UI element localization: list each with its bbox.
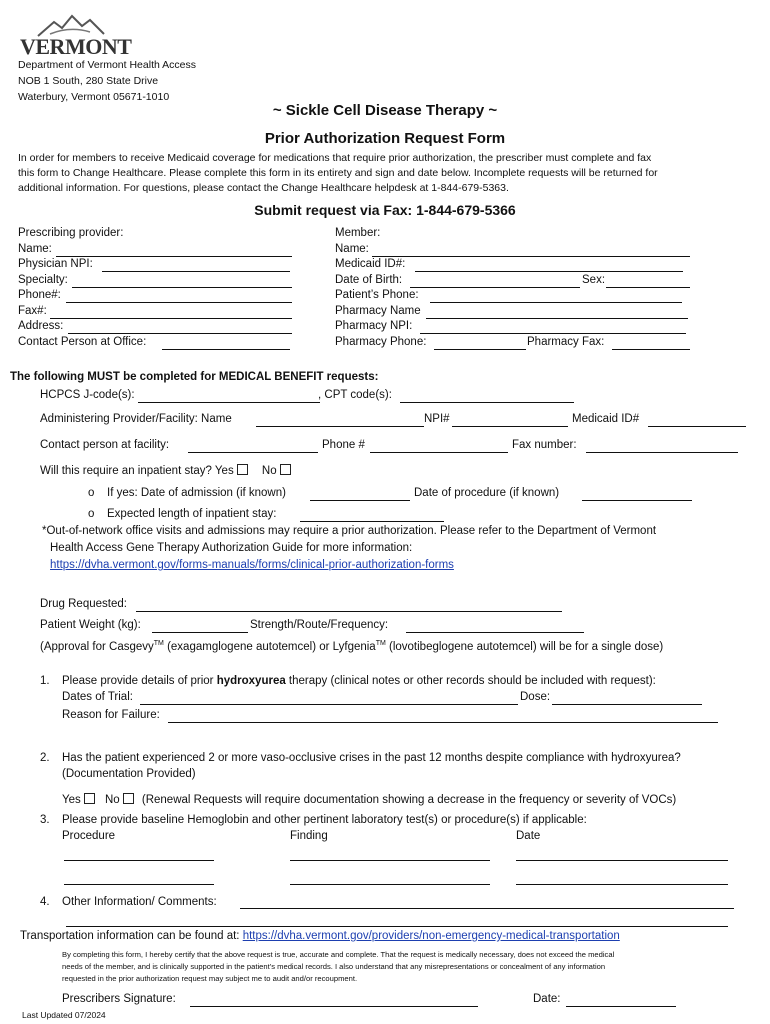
pharmacy-fax-field[interactable] bbox=[612, 349, 690, 350]
q2-yes-checkbox[interactable] bbox=[84, 793, 95, 804]
procedure-column-header: Procedure bbox=[62, 830, 116, 842]
pharmacy-npi-field[interactable] bbox=[420, 333, 686, 334]
out-of-network-note-1: *Out-of-network office visits and admissions may require a prior authorization. Please refer to the Department of Vermont bbox=[42, 525, 657, 537]
patient-phone-label: Patient’s Phone: bbox=[335, 289, 419, 301]
pharmacy-name-field[interactable] bbox=[426, 318, 688, 319]
cpt-label: , CPT code(s): bbox=[318, 389, 392, 401]
medicaid-id-field[interactable] bbox=[415, 271, 683, 272]
q2-renewal-note: (Renewal Requests will require documentation showing a decrease in the frequency or severity of VOCs) bbox=[141, 794, 677, 806]
pharmacy-fax-label: Pharmacy Fax: bbox=[527, 336, 605, 348]
pharmacy-phone-field[interactable] bbox=[434, 349, 526, 350]
date-field[interactable] bbox=[566, 1006, 676, 1007]
gene-therapy-guide-link[interactable]: https://dvha.vermont.gov/forms-manuals/forms/clinical-prior-authorization-forms bbox=[50, 559, 454, 571]
facility-fax-label: Fax number: bbox=[512, 439, 577, 451]
date-column-header: Date bbox=[516, 830, 541, 842]
approval-text-a: (Approval for Casgevy bbox=[40, 640, 154, 653]
trademark-2: TM bbox=[375, 640, 386, 647]
q1-number: 1. bbox=[40, 675, 50, 687]
signature-field[interactable] bbox=[190, 1006, 478, 1007]
strength-route-label: Strength/Route/Frequency: bbox=[250, 619, 389, 631]
facility-contact-label: Contact person at facility: bbox=[40, 439, 170, 451]
q2-number: 2. bbox=[40, 752, 50, 764]
transport-link[interactable]: https://dvha.vermont.gov/providers/non-emergency-medical-transportation bbox=[242, 930, 620, 942]
inpatient-no-label: No bbox=[261, 465, 277, 477]
contact-person-label: Contact Person at Office: bbox=[18, 336, 147, 348]
prescriber-fax-field[interactable] bbox=[50, 318, 292, 319]
q3-number: 3. bbox=[40, 814, 50, 826]
inpatient-no-checkbox[interactable] bbox=[280, 464, 291, 475]
facility-fax-field[interactable] bbox=[586, 452, 738, 453]
prescriber-address-label: Address: bbox=[18, 320, 64, 332]
prescriber-name-label: Name: bbox=[18, 243, 52, 255]
last-updated: Last Updated 07/2024 bbox=[22, 1010, 106, 1020]
drug-requested-label: Drug Requested: bbox=[40, 598, 127, 610]
admin-provider-field[interactable] bbox=[256, 426, 424, 427]
comments-label: Other Information/ Comments: bbox=[62, 896, 217, 908]
q1-text-c: therapy (clinical notes or other records should be included with request): bbox=[285, 675, 656, 687]
date-field-2[interactable] bbox=[516, 884, 728, 885]
bullet-2: o bbox=[88, 508, 95, 520]
admin-npi-field[interactable] bbox=[452, 426, 568, 427]
finding-field-1[interactable] bbox=[290, 860, 490, 861]
patient-phone-field[interactable] bbox=[430, 302, 682, 303]
date-label: Date: bbox=[533, 993, 561, 1005]
finding-field-2[interactable] bbox=[290, 884, 490, 885]
q2-no-label: No bbox=[104, 794, 120, 806]
transport-label: Transportation information can be found at: bbox=[20, 930, 243, 942]
admin-npi-label: NPI# bbox=[424, 413, 450, 425]
member-name-label: Name: bbox=[335, 243, 369, 255]
certify-line-3: requested in the prior authorization request may subject me to audit and/or recoupment. bbox=[62, 974, 358, 983]
form-title: ~ Sickle Cell Disease Therapy ~ bbox=[272, 102, 498, 119]
address-line-1: NOB 1 South, 280 State Drive bbox=[18, 75, 159, 87]
trademark-1: TM bbox=[153, 640, 164, 647]
prescriber-heading: Prescribing provider: bbox=[18, 227, 124, 239]
member-name-field[interactable] bbox=[372, 256, 690, 257]
dob-field[interactable] bbox=[410, 287, 580, 288]
q2-text: Has the patient experienced 2 or more vaso-occlusive crises in the past 12 months despite compliance with hydroxyurea? bbox=[62, 752, 681, 764]
transport-info bbox=[20, 930, 620, 942]
contact-person-field[interactable] bbox=[162, 349, 290, 350]
comments-field-1[interactable] bbox=[240, 908, 734, 909]
address-line-2: Waterbury, Vermont 05671-1010 bbox=[18, 91, 170, 103]
prescriber-fax-label: Fax#: bbox=[18, 305, 47, 317]
strength-route-field[interactable] bbox=[406, 632, 584, 633]
specialty-label: Specialty: bbox=[18, 274, 68, 286]
physician-npi-field[interactable] bbox=[102, 271, 290, 272]
dept-name: Department of Vermont Health Access bbox=[18, 59, 197, 71]
q2-documentation: (Documentation Provided) bbox=[62, 768, 196, 780]
signature-label: Prescribers Signature: bbox=[62, 993, 176, 1005]
q2-no-checkbox[interactable] bbox=[123, 793, 134, 804]
approval-text-c: (lovotibeglogene autotemcel) will be for a single dose) bbox=[385, 640, 664, 653]
procedure-field-1[interactable] bbox=[64, 860, 214, 861]
trial-dates-field[interactable] bbox=[140, 704, 518, 705]
inpatient-question bbox=[40, 464, 294, 477]
medicaid-id-label: Medicaid ID#: bbox=[335, 258, 406, 270]
form-subtitle: Prior Authorization Request Form bbox=[264, 130, 506, 147]
prescriber-phone-field[interactable] bbox=[66, 302, 292, 303]
date-field-1[interactable] bbox=[516, 860, 728, 861]
drug-requested-field[interactable] bbox=[136, 611, 562, 612]
dose-field[interactable] bbox=[552, 704, 702, 705]
specialty-field[interactable] bbox=[72, 287, 292, 288]
comments-field-2[interactable] bbox=[66, 926, 728, 927]
facility-contact-field[interactable] bbox=[188, 452, 318, 453]
admission-date-field[interactable] bbox=[310, 500, 410, 501]
sex-label: Sex: bbox=[582, 274, 606, 286]
admin-medicaid-label: Medicaid ID# bbox=[572, 413, 640, 425]
hcpcs-field[interactable] bbox=[138, 402, 320, 403]
inpatient-label: Will this require an inpatient stay? Yes bbox=[40, 465, 234, 477]
trial-dates-label: Dates of Trial: bbox=[62, 691, 133, 703]
facility-phone-field[interactable] bbox=[370, 452, 508, 453]
intro-line-1: In order for members to receive Medicaid coverage for medications that require prior authorization, the prescriber must complete and fax bbox=[18, 152, 652, 164]
hcpcs-label: HCPCS J-code(s): bbox=[40, 389, 135, 401]
physician-npi-label: Physician NPI: bbox=[18, 258, 93, 270]
expected-stay-field[interactable] bbox=[300, 521, 444, 522]
dob-label: Date of Birth: bbox=[335, 274, 403, 286]
q4-number: 4. bbox=[40, 896, 50, 908]
procedure-field-2[interactable] bbox=[64, 884, 214, 885]
expected-stay-label: Expected length of inpatient stay: bbox=[107, 508, 277, 520]
procedure-date-label: Date of procedure (if known) bbox=[414, 487, 560, 499]
approval-text-b: (exagamglogene autotemcel) or Lyfgenia bbox=[163, 640, 376, 653]
facility-phone-label: Phone # bbox=[322, 439, 365, 451]
procedure-date-field[interactable] bbox=[582, 500, 692, 501]
intro-line-2: this form to Change Healthcare. Please complete this form in its entirety and sign and date below. Incomplete requests will be returned for bbox=[18, 167, 658, 179]
bullet-1: o bbox=[88, 487, 95, 499]
q3-text: Please provide baseline Hemoglobin and other pertinent laboratory test(s) or procedure(s) if applicable: bbox=[62, 814, 587, 826]
admission-date-label: If yes: Date of admission (if known) bbox=[107, 487, 286, 499]
certify-line-2: needs of the member, and is clinically supported in the patient’s medical records. I also understand that any misrepresentations or concealment of any information bbox=[62, 962, 606, 971]
patient-weight-label: Patient Weight (kg): bbox=[40, 619, 141, 631]
q2-yes-label: Yes bbox=[62, 794, 81, 806]
q1-hydroxyurea: hydroxyurea bbox=[216, 675, 286, 687]
finding-column-header: Finding bbox=[290, 830, 328, 842]
fax-heading: Submit request via Fax: 1-844-679-5366 bbox=[254, 202, 516, 218]
vermont-logo bbox=[20, 8, 132, 59]
approval-note bbox=[40, 640, 663, 653]
pharmacy-name-label: Pharmacy Name bbox=[335, 305, 421, 317]
medical-benefit-heading: The following MUST be completed for MEDICAL BENEFIT requests: bbox=[10, 371, 379, 383]
pharmacy-npi-label: Pharmacy NPI: bbox=[335, 320, 413, 332]
admin-provider-label: Administering Provider/Facility: Name bbox=[40, 413, 232, 425]
prescriber-name-field[interactable] bbox=[56, 256, 292, 257]
prescriber-phone-label: Phone#: bbox=[18, 289, 61, 301]
patient-weight-field[interactable] bbox=[152, 632, 248, 633]
failure-reason-field[interactable] bbox=[168, 722, 718, 723]
inpatient-yes-checkbox[interactable] bbox=[237, 464, 248, 475]
failure-reason-label: Reason for Failure: bbox=[62, 709, 160, 721]
cpt-field[interactable] bbox=[400, 402, 574, 403]
member-heading: Member: bbox=[335, 227, 381, 239]
logo-text: VERMONT bbox=[20, 34, 132, 59]
q2-answer bbox=[62, 793, 676, 806]
dose-label: Dose: bbox=[520, 691, 551, 703]
q1-text bbox=[62, 675, 656, 687]
certify-line-1: By completing this form, I hereby certify that the above request is true, accurate and complete. That the request is medically necessary, does not exceed the medical bbox=[62, 950, 615, 959]
prescriber-address-field[interactable] bbox=[68, 333, 292, 334]
out-of-network-note-2: Health Access Gene Therapy Authorization Guide for more information: bbox=[50, 542, 413, 554]
sex-field[interactable] bbox=[606, 287, 690, 288]
q1-text-a: Please provide details of prior bbox=[62, 675, 217, 687]
admin-medicaid-field[interactable] bbox=[648, 426, 746, 427]
intro-line-3: additional information. For questions, please contact the Change Healthcare helpdesk at 1-844-679-5363. bbox=[18, 182, 509, 194]
pharmacy-phone-label: Pharmacy Phone: bbox=[335, 336, 427, 348]
